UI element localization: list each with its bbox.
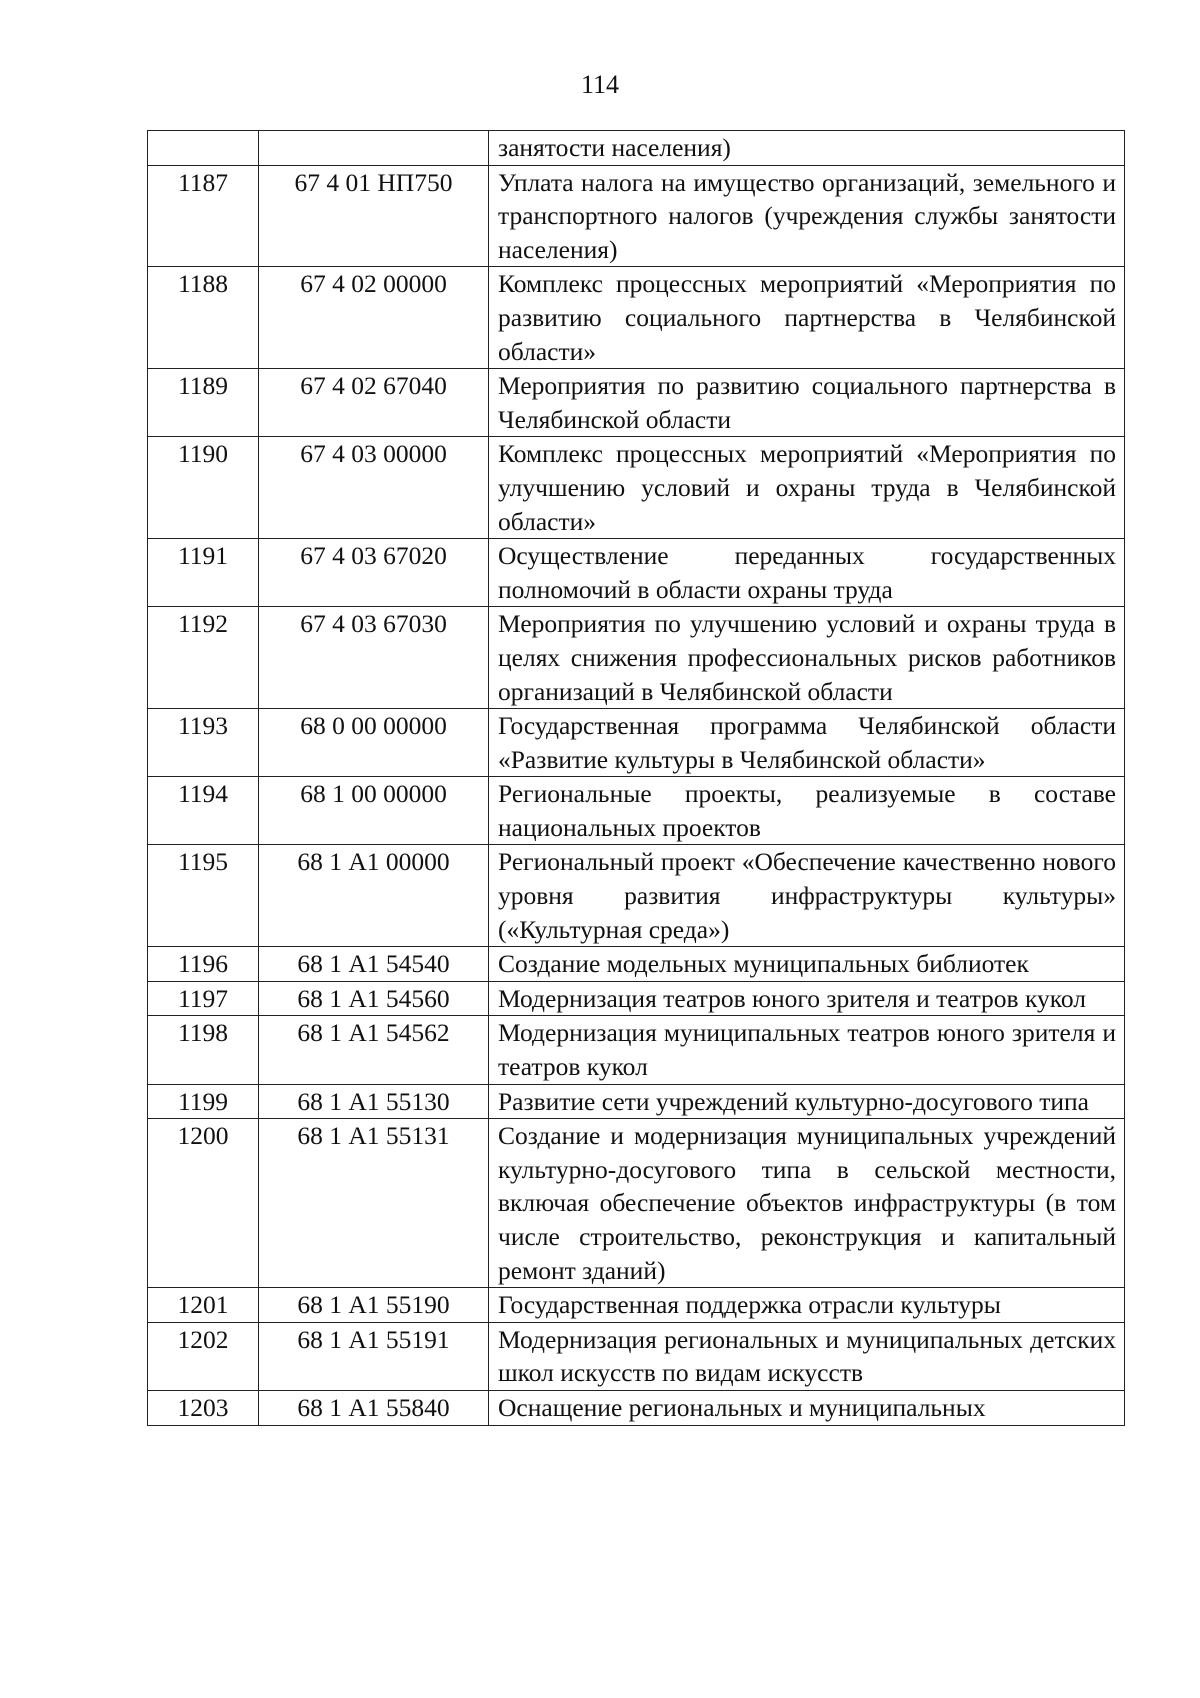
budget-code-cell: 68 1 А1 54540 — [259, 947, 489, 982]
item-name-cell: Оснащение региональных и муниципальных — [489, 1390, 1125, 1425]
row-number-cell: 1193 — [148, 709, 259, 777]
row-number-cell: 1190 — [148, 437, 259, 539]
item-name-cell: Комплекс процессных мероприятий «Мероприятия по улучшению условий и охраны труда в Челябинской области» — [489, 437, 1125, 539]
item-name-cell: Модернизация муниципальных театров юного зрителя и театров кукол — [489, 1016, 1125, 1084]
row-number-cell — [148, 131, 259, 166]
table-row — [148, 1288, 1125, 1323]
table-row — [148, 165, 1125, 267]
budget-code-cell: 68 1 А1 00000 — [259, 845, 489, 947]
table-row — [148, 709, 1125, 777]
item-name-cell: Модернизация театров юного зрителя и театров кукол — [489, 981, 1125, 1016]
table-row — [148, 1322, 1125, 1390]
row-number-cell: 1191 — [148, 539, 259, 607]
row-number-cell: 1194 — [148, 777, 259, 845]
item-name-cell: Осуществление переданных государственных полномочий в области охраны труда — [489, 539, 1125, 607]
item-name-cell: Развитие сети учреждений культурно-досугового типа — [489, 1084, 1125, 1119]
item-name-cell: Государственная программа Челябинской области «Развитие культуры в Челябинской области» — [489, 709, 1125, 777]
row-number-cell: 1195 — [148, 845, 259, 947]
table-row — [148, 607, 1125, 709]
table-row — [148, 1016, 1125, 1084]
table-row — [148, 1119, 1125, 1288]
item-name-cell: Государственная поддержка отрасли культуры — [489, 1288, 1125, 1323]
table-row — [148, 1084, 1125, 1119]
table-row — [148, 267, 1125, 369]
page-number: 114 — [580, 70, 620, 99]
item-name-cell: Региональные проекты, реализуемые в составе национальных проектов — [489, 777, 1125, 845]
row-number-cell: 1199 — [148, 1084, 259, 1119]
item-name-cell: Комплекс процессных мероприятий «Мероприятия по развитию социального партнерства в Челябинской области» — [489, 267, 1125, 369]
row-number-cell: 1188 — [148, 267, 259, 369]
item-name-cell: Региональный проект «Обеспечение качественно нового уровня развития инфраструктуры культуры» («Культурная среда») — [489, 845, 1125, 947]
table-row — [148, 981, 1125, 1016]
table-row — [148, 947, 1125, 982]
item-name-cell: Модернизация региональных и муниципальных детских школ искусств по видам искусств — [489, 1322, 1125, 1390]
table-row — [148, 437, 1125, 539]
budget-code-cell: 68 1 А1 55130 — [259, 1084, 489, 1119]
table-row — [148, 369, 1125, 437]
item-name-cell: Создание модельных муниципальных библиотек — [489, 947, 1125, 982]
budget-code-cell: 68 0 00 00000 — [259, 709, 489, 777]
item-name-cell: Уплата налога на имущество организаций, земельного и транспортного налогов (учреждения службы занятости населения) — [489, 165, 1125, 267]
budget-code-cell: 67 4 03 67030 — [259, 607, 489, 709]
budget-code-cell: 67 4 02 67040 — [259, 369, 489, 437]
budget-code-cell: 68 1 А1 55840 — [259, 1390, 489, 1425]
row-number-cell: 1189 — [148, 369, 259, 437]
row-number-cell: 1187 — [148, 165, 259, 267]
budget-code-cell — [259, 131, 489, 166]
budget-code-cell: 68 1 А1 55190 — [259, 1288, 489, 1323]
row-number-cell: 1198 — [148, 1016, 259, 1084]
row-number-cell: 1202 — [148, 1322, 259, 1390]
item-name-cell: занятости населения) — [489, 131, 1125, 166]
budget-code-table — [147, 130, 1125, 1426]
budget-code-cell: 67 4 01 НП750 — [259, 165, 489, 267]
table-row — [148, 777, 1125, 845]
budget-code-cell: 67 4 03 00000 — [259, 437, 489, 539]
budget-code-cell: 67 4 03 67020 — [259, 539, 489, 607]
table-row — [148, 845, 1125, 947]
budget-code-cell: 68 1 А1 55131 — [259, 1119, 489, 1288]
budget-code-cell: 68 1 00 00000 — [259, 777, 489, 845]
budget-code-cell: 68 1 А1 54562 — [259, 1016, 489, 1084]
row-number-cell: 1201 — [148, 1288, 259, 1323]
budget-code-cell: 68 1 А1 55191 — [259, 1322, 489, 1390]
row-number-cell: 1192 — [148, 607, 259, 709]
table-row — [148, 1390, 1125, 1425]
row-number-cell: 1203 — [148, 1390, 259, 1425]
item-name-cell: Мероприятия по развитию социального партнерства в Челябинской области — [489, 369, 1125, 437]
item-name-cell: Мероприятия по улучшению условий и охраны труда в целях снижения профессиональных рисков работников организаций в Челябинской области — [489, 607, 1125, 709]
table-body — [148, 131, 1125, 1426]
table-row — [148, 131, 1125, 166]
table-row — [148, 539, 1125, 607]
row-number-cell: 1196 — [148, 947, 259, 982]
row-number-cell: 1197 — [148, 981, 259, 1016]
item-name-cell: Создание и модернизация муниципальных учреждений культурно-досугового типа в сельской местности, включая обеспечение объектов инфраструктуры (в том числе строительство, реконструкция и капитальный ремонт зданий) — [489, 1119, 1125, 1288]
budget-code-cell: 67 4 02 00000 — [259, 267, 489, 369]
row-number-cell: 1200 — [148, 1119, 259, 1288]
budget-code-cell: 68 1 А1 54560 — [259, 981, 489, 1016]
